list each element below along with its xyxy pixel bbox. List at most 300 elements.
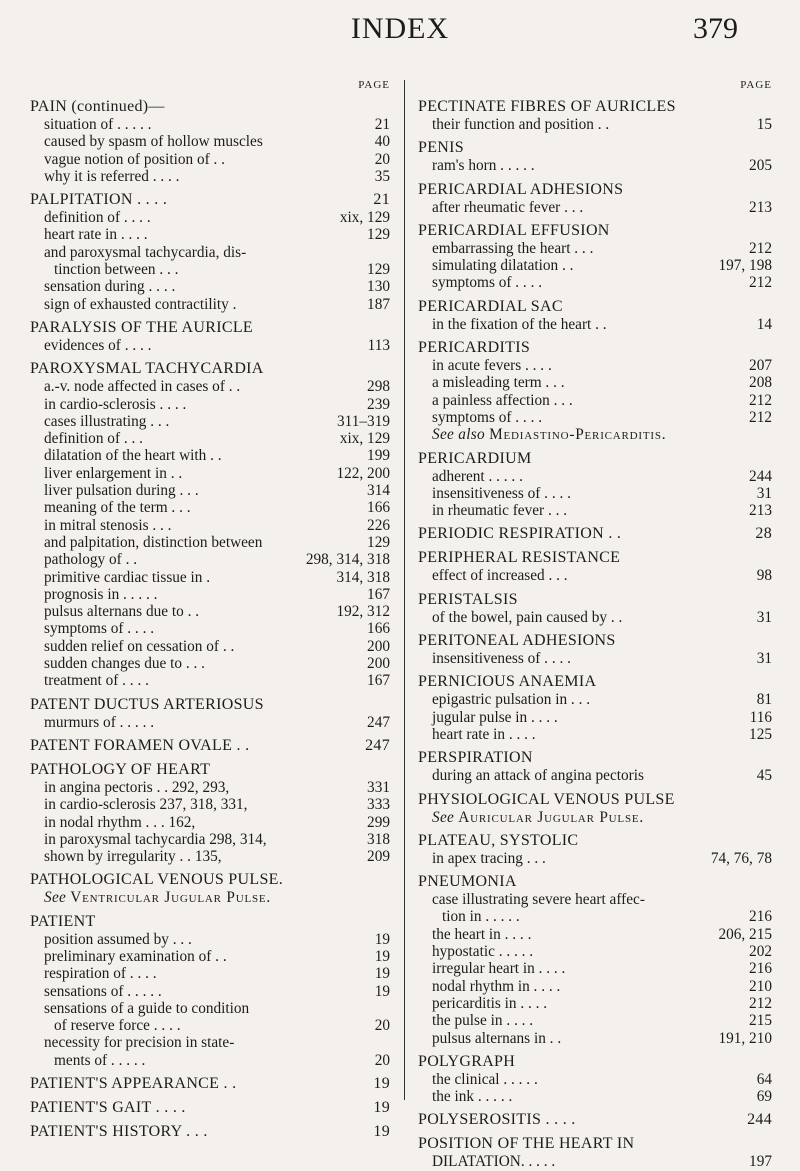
- running-head-title: INDEX: [350, 12, 450, 45]
- subentry-text: sudden relief on cessation of . .: [44, 637, 235, 655]
- subentry-text: vague notion of position of . .: [44, 150, 225, 168]
- page-reference: 28: [755, 525, 772, 543]
- heading-text: PERISTALSIS: [418, 590, 518, 608]
- subentry-text: preliminary examination of . .: [44, 947, 227, 965]
- index-subentry: [418, 1030, 772, 1047]
- subentry-text: position assumed by . . .: [44, 930, 192, 948]
- index-subentry: [30, 413, 390, 430]
- heading-text: PENIS: [418, 139, 464, 157]
- heading-text: PATIENT'S HISTORY . . .: [30, 1123, 208, 1141]
- see-label: See also: [432, 426, 485, 444]
- index-heading: [30, 360, 390, 378]
- subentry-text: the ink . . . . .: [432, 1088, 513, 1106]
- index-subentry: [30, 244, 390, 261]
- heading-text: PNEUMONIA: [418, 873, 517, 891]
- index-heading: [418, 525, 772, 543]
- page-reference: 20: [374, 1051, 390, 1069]
- subentry-text: sensation during . . . .: [44, 278, 176, 296]
- page-reference: 20: [374, 1017, 390, 1035]
- page-reference: 116: [749, 708, 772, 726]
- subentry-text: the pulse in . . . .: [432, 1012, 534, 1030]
- subentry-text: definition of . . .: [44, 430, 143, 448]
- heading-text: POSITION OF THE HEART IN: [418, 1135, 635, 1153]
- heading-text: PERICARDIAL SAC: [418, 297, 563, 315]
- index-subentry: [30, 551, 390, 568]
- subentry-text: tion in . . . . .: [442, 908, 520, 926]
- subentry-text: necessity for precision in state-: [44, 1034, 235, 1052]
- page-reference: 19: [374, 930, 390, 948]
- heading-text: PATIENT'S GAIT . . . .: [30, 1099, 186, 1117]
- page-reference: 197, 198: [718, 257, 772, 275]
- subentry-text: sensations of . . . . .: [44, 982, 162, 1000]
- index-subentry: [418, 116, 772, 133]
- heading-text: PALPITATION . . . .: [30, 191, 168, 209]
- index-heading: [418, 1111, 772, 1129]
- index-subentry: [30, 796, 390, 813]
- index-subentry: [30, 655, 390, 672]
- subentry-text: a misleading term . . .: [432, 374, 565, 392]
- index-heading: [30, 696, 390, 714]
- index-heading: [418, 749, 772, 767]
- cross-reference: [30, 889, 390, 906]
- cross-reference: [418, 426, 772, 443]
- subentry-text: heart rate in . . . .: [432, 725, 536, 743]
- index-subentry: [30, 278, 390, 295]
- page-reference: 331: [367, 778, 390, 796]
- page-reference: 19: [374, 947, 390, 965]
- page-reference: 166: [367, 499, 390, 517]
- left-column: [30, 78, 390, 1141]
- subentry-text: pericarditis in . . . .: [432, 994, 548, 1012]
- page-reference: 314, 318: [336, 568, 390, 586]
- subentry-text: insensitiveness of . . . .: [432, 484, 571, 502]
- page-reference: 212: [749, 391, 772, 409]
- page-reference: 130: [367, 278, 390, 296]
- subentry-text: meaning of the term . . .: [44, 499, 191, 517]
- page-reference: 239: [367, 395, 390, 413]
- index-subentry: [30, 1000, 390, 1017]
- subentry-text: their function and position . .: [432, 116, 610, 133]
- index-subentry: [418, 609, 772, 626]
- index-subentry: [418, 850, 772, 867]
- page-reference: 247: [367, 713, 390, 731]
- subentry-text: ments of . . . . .: [54, 1051, 146, 1069]
- subentry-text: why it is referred . . . .: [44, 167, 180, 185]
- index-subentry: [30, 447, 390, 464]
- page-reference: 299: [367, 813, 390, 831]
- subentry-text: insensitiveness of . . . .: [432, 650, 571, 668]
- index-subentry: [418, 1071, 772, 1088]
- heading-text: PERITONEAL ADHESIONS: [418, 632, 616, 650]
- heading-text: PERICARDIUM: [418, 449, 532, 467]
- subentry-text: sensations of a guide to condition: [44, 999, 250, 1017]
- subentry-text: a painless affection . . .: [432, 391, 573, 409]
- see-target: Mediastino-Pericarditis.: [489, 426, 667, 444]
- index-subentry: [30, 831, 390, 848]
- index-subentry: [418, 485, 772, 502]
- index-subentry: [30, 586, 390, 603]
- heading-text: POLYSEROSITIS . . . .: [418, 1111, 576, 1129]
- index-heading: [30, 871, 390, 889]
- subentry-text: hypostatic . . . . .: [432, 943, 534, 961]
- index-subentry: [30, 534, 390, 551]
- index-heading: [418, 591, 772, 609]
- index-subentry: [30, 814, 390, 831]
- subentry-text: and palpitation, distinction between: [44, 533, 263, 551]
- page-reference: 212: [749, 239, 772, 257]
- index-subentry: [30, 337, 390, 354]
- index-subentry: [30, 226, 390, 243]
- subentry-text: in paroxysmal tachycardia 298, 314,: [44, 830, 267, 848]
- index-subentry: [418, 468, 772, 485]
- page-reference: 210: [749, 977, 772, 995]
- index-heading: [418, 450, 772, 468]
- heading-text: PERIPHERAL RESISTANCE: [418, 549, 621, 567]
- page-reference: 21: [374, 116, 390, 133]
- heading-text: PARALYSIS OF THE AURICLE: [30, 318, 253, 336]
- subentry-text: in angina pectoris . . 292, 293,: [44, 778, 230, 796]
- index-subentry: [30, 948, 390, 965]
- subentry-text: case illustrating severe heart affec-: [432, 891, 645, 909]
- page-reference: 129: [367, 533, 390, 551]
- page-reference: 167: [367, 585, 390, 603]
- index-subentry: [418, 257, 772, 274]
- page-reference: 311–319: [337, 412, 390, 430]
- subentry-text: respiration of . . . .: [44, 965, 157, 983]
- heading-text: POLYGRAPH: [418, 1052, 516, 1070]
- see-target: Ventricular Jugular Pulse.: [70, 889, 272, 907]
- heading-text: PATHOLOGICAL VENOUS PULSE.: [30, 871, 284, 889]
- page-reference: 216: [749, 908, 772, 926]
- subentry-text: evidences of . . . .: [44, 336, 152, 354]
- page-reference: 113: [367, 336, 390, 354]
- subentry-text: liver enlargement in . .: [44, 464, 183, 482]
- index-subentry: [418, 274, 772, 291]
- index-subentry: [30, 517, 390, 534]
- subentry-text: simulating dilatation . .: [432, 257, 574, 275]
- page-reference: 314: [367, 482, 390, 500]
- subentry-text: the clinical . . . . .: [432, 1070, 538, 1088]
- subentry-text: embarrassing the heart . . .: [432, 239, 594, 257]
- index-heading: [418, 339, 772, 357]
- subentry-text: symptoms of . . . .: [432, 274, 543, 292]
- index-subentry: [30, 931, 390, 948]
- page-reference: 208: [749, 374, 772, 392]
- page-reference: 35: [374, 167, 390, 185]
- page-reference: 19: [373, 1123, 390, 1141]
- index-heading: [30, 1123, 390, 1141]
- page-reference: 45: [756, 767, 772, 785]
- index-subentry: [418, 316, 772, 333]
- page-reference: 31: [756, 650, 772, 668]
- page-reference: 191, 210: [718, 1029, 772, 1047]
- index-subentry: [418, 409, 772, 426]
- heading-text: PATENT DUCTUS ARTERIOSUS: [30, 695, 264, 713]
- page-reference: 200: [367, 637, 390, 655]
- subentry-text: sign of exhausted contractility .: [44, 295, 237, 313]
- index-subentry: [30, 261, 390, 278]
- see-label: See: [44, 889, 67, 907]
- index-subentry: [30, 620, 390, 637]
- index-subentry: [30, 133, 390, 150]
- subentry-text: in the fixation of the heart . .: [432, 315, 607, 333]
- index-subentry: [418, 908, 772, 925]
- page-reference: 213: [749, 198, 772, 216]
- heading-text: PERICARDIAL EFFUSION: [418, 221, 610, 239]
- subentry-text: pulsus alternans in . .: [432, 1029, 562, 1047]
- index-heading: [418, 139, 772, 157]
- page-reference: 19: [373, 1075, 390, 1093]
- page-reference: 205: [749, 157, 772, 175]
- subentry-text: primitive cardiac tissue in .: [44, 568, 211, 586]
- subentry-text: and paroxysmal tachycardia, dis-: [44, 243, 247, 261]
- index-subentry: [30, 465, 390, 482]
- heading-text: PERNICIOUS ANAEMIA: [418, 673, 597, 691]
- subentry-text: of the bowel, pain caused by . .: [432, 608, 623, 626]
- heading-text: PECTINATE FIBRES OF AURICLES: [418, 98, 676, 115]
- page-reference: 15: [756, 116, 772, 133]
- heading-text: PERICARDIAL ADHESIONS: [418, 180, 624, 198]
- subentry-text: definition of . . . .: [44, 209, 151, 227]
- page-reference: 206, 215: [718, 925, 772, 943]
- subentry-text: liver pulsation during . . .: [44, 482, 199, 500]
- index-subentry: [30, 983, 390, 1000]
- index-subentry: [418, 650, 772, 667]
- heading-text: PATIENT'S APPEARANCE . .: [30, 1075, 237, 1093]
- see-target: Auricular Jugular Pulse.: [458, 808, 645, 826]
- index-subentry: [418, 1012, 772, 1029]
- page-reference: 192, 312: [336, 603, 390, 621]
- index-subentry: [418, 392, 772, 409]
- index-subentry: [418, 995, 772, 1012]
- index-heading: [418, 873, 772, 891]
- subentry-text: effect of increased . . .: [432, 567, 568, 585]
- page-reference: 199: [367, 447, 390, 465]
- heading-text: PLATEAU, SYSTOLIC: [418, 831, 579, 849]
- subentry-text: sudden changes due to . . .: [44, 655, 206, 673]
- page-reference: 129: [367, 226, 390, 244]
- index-subentry: [30, 499, 390, 516]
- subentry-text: heart rate in . . . .: [44, 226, 148, 244]
- subentry-text: jugular pulse in . . . .: [432, 708, 558, 726]
- index-subentry: [418, 726, 772, 743]
- index-heading: [418, 549, 772, 567]
- page-reference: 202: [749, 943, 772, 961]
- page-reference: 216: [749, 960, 772, 978]
- index-heading: [418, 222, 772, 240]
- subentry-text: tinction between . . .: [54, 261, 179, 279]
- page-reference: 212: [749, 994, 772, 1012]
- right-column: [418, 78, 772, 1171]
- subentry-text: nodal rhythm in . . . .: [432, 977, 561, 995]
- page-reference: 213: [749, 502, 772, 520]
- index-heading: [30, 98, 390, 116]
- index-subentry: [30, 209, 390, 226]
- index-subentry: [30, 965, 390, 982]
- page-reference: 200: [367, 655, 390, 673]
- index-subentry: [30, 779, 390, 796]
- page-reference: 167: [367, 672, 390, 690]
- subentry-text: in nodal rhythm . . . 162,: [44, 813, 196, 831]
- index-heading: [30, 319, 390, 337]
- page-reference: 125: [749, 725, 772, 743]
- index-subentry: [418, 567, 772, 584]
- subentry-text: irregular heart in . . . .: [432, 960, 566, 978]
- subentry-text: caused by spasm of hollow muscles: [44, 133, 263, 151]
- page-reference: 212: [749, 274, 772, 292]
- page-reference: 19: [374, 965, 390, 983]
- index-heading: [418, 298, 772, 316]
- index-subentry: [30, 714, 390, 731]
- subentry-text: in rheumatic fever . . .: [432, 502, 568, 520]
- page-reference: 244: [749, 467, 772, 485]
- subentry-text: in mitral stenosis . . .: [44, 516, 172, 534]
- subentry-text: in acute fevers . . . .: [432, 357, 552, 375]
- index-heading: [418, 1053, 772, 1071]
- index-heading: [30, 761, 390, 779]
- page-reference: 207: [749, 357, 772, 375]
- index-subentry: [418, 1153, 772, 1170]
- heading-text: PATHOLOGY OF HEART: [30, 760, 211, 778]
- page-reference: 98: [756, 567, 772, 585]
- see-label: See: [432, 808, 455, 826]
- page-reference: 333: [367, 796, 390, 814]
- page-reference: 215: [749, 1012, 772, 1030]
- subentry-text: symptoms of . . . .: [432, 408, 543, 426]
- page-reference: 318: [367, 830, 390, 848]
- index-heading: [30, 191, 390, 209]
- subentry-text: in apex tracing . . .: [432, 849, 546, 867]
- page-reference: 14: [756, 315, 772, 333]
- index-subentry: [30, 848, 390, 865]
- index-heading: [30, 1075, 390, 1093]
- subentry-text: pathology of . .: [44, 551, 138, 569]
- index-subentry: [30, 296, 390, 313]
- subentry-text: cases illustrating . . .: [44, 412, 170, 430]
- page-reference: 122, 200: [336, 464, 390, 482]
- index-heading: [30, 737, 390, 755]
- subentry-text: after rheumatic fever . . .: [432, 198, 584, 216]
- page-reference: xix, 129: [339, 430, 390, 448]
- page-reference: 20: [374, 150, 390, 168]
- index-heading: [418, 673, 772, 691]
- page-reference: 64: [756, 1070, 772, 1088]
- subentry-text: prognosis in . . . . .: [44, 585, 158, 603]
- index-heading: [418, 181, 772, 199]
- subentry-text: pulsus alternans due to . .: [44, 603, 200, 621]
- page-reference: 166: [367, 620, 390, 638]
- subentry-text: shown by irregularity . . 135,: [44, 848, 222, 866]
- heading-text: PAROXYSMAL TACHYCARDIA: [30, 360, 264, 378]
- page-reference: 298, 314, 318: [305, 551, 390, 569]
- subentry-text: treatment of . . . .: [44, 672, 149, 690]
- subentry-text: ram's horn . . . . .: [432, 157, 535, 175]
- subentry-text: a.-v. node affected in cases of . .: [44, 378, 241, 396]
- index-subentry: [418, 926, 772, 943]
- page-reference: 21: [373, 191, 390, 209]
- index-subentry: [30, 482, 390, 499]
- index-subentry: [418, 691, 772, 708]
- index-subentry: [30, 430, 390, 447]
- index-subentry: [30, 1034, 390, 1051]
- page-reference: 244: [747, 1111, 772, 1129]
- page-reference: 129: [367, 261, 390, 279]
- page-number: 379: [693, 12, 738, 45]
- index-subentry: [30, 672, 390, 689]
- page-reference: 19: [373, 1099, 390, 1117]
- heading-text: PERICARDITIS: [418, 339, 531, 357]
- index-subentry: [418, 357, 772, 374]
- index-subentry: [30, 151, 390, 168]
- subentry-text: the heart in . . . .: [432, 925, 532, 943]
- index-subentry: [30, 1017, 390, 1034]
- index-heading: [418, 791, 772, 809]
- index-subentry: [418, 709, 772, 726]
- index-subentry: [30, 116, 390, 133]
- index-subentry: [30, 378, 390, 395]
- index-subentry: [30, 638, 390, 655]
- subentry-text: adherent . . . . .: [432, 467, 523, 485]
- heading-text: PATENT FORAMEN OVALE . .: [30, 736, 250, 754]
- column-divider: [404, 80, 405, 1100]
- index-subentry: [30, 603, 390, 620]
- index-heading: [418, 98, 772, 116]
- page-column-label: PAGE: [740, 79, 772, 91]
- subentry-text: of reserve force . . . .: [54, 1017, 181, 1035]
- index-subentry: [30, 1052, 390, 1069]
- index-subentry: [418, 157, 772, 174]
- page-reference: xix, 129: [339, 209, 390, 227]
- subentry-text: murmurs of . . . . .: [44, 713, 155, 731]
- heading-text: PERSPIRATION: [418, 749, 533, 767]
- index-heading: [418, 632, 772, 650]
- subentry-text: dilatation of the heart with . .: [44, 447, 222, 465]
- index-subentry: [418, 978, 772, 995]
- subentry-text: during an attack of angina pectoris: [432, 767, 644, 785]
- subentry-text: in cardio-sclerosis 237, 318, 331,: [44, 796, 248, 814]
- subentry-text: situation of . . . . .: [44, 116, 152, 133]
- index-heading: [30, 1099, 390, 1117]
- subentry-text: DILATATION. . . . .: [432, 1153, 556, 1171]
- subentry-text: symptoms of . . . .: [44, 620, 155, 638]
- index-subentry: [418, 891, 772, 908]
- page-reference: 187: [367, 295, 390, 313]
- index-heading: [418, 1135, 772, 1153]
- index-subentry: [418, 199, 772, 216]
- index-subentry: [418, 767, 772, 784]
- page-reference: 247: [365, 736, 390, 754]
- page-reference: 69: [756, 1088, 772, 1106]
- index-subentry: [418, 1088, 772, 1105]
- index-heading: [30, 913, 390, 931]
- page-reference: 81: [756, 691, 772, 709]
- subentry-text: in cardio-sclerosis . . . .: [44, 395, 187, 413]
- index-subentry: [418, 943, 772, 960]
- page-column-label: PAGE: [358, 79, 390, 91]
- index-heading: [418, 832, 772, 850]
- page-reference: 31: [756, 608, 772, 626]
- index-subentry: [30, 396, 390, 413]
- heading-text: PATIENT: [30, 912, 96, 930]
- page-reference: 19: [374, 982, 390, 1000]
- heading-text: PAIN (continued)—: [30, 98, 165, 115]
- index-subentry: [30, 168, 390, 185]
- heading-text: PERIODIC RESPIRATION . .: [418, 525, 622, 543]
- page-reference: 209: [367, 848, 390, 866]
- page-reference: 197: [749, 1153, 772, 1171]
- running-head: [0, 12, 800, 52]
- page-reference: 212: [749, 408, 772, 426]
